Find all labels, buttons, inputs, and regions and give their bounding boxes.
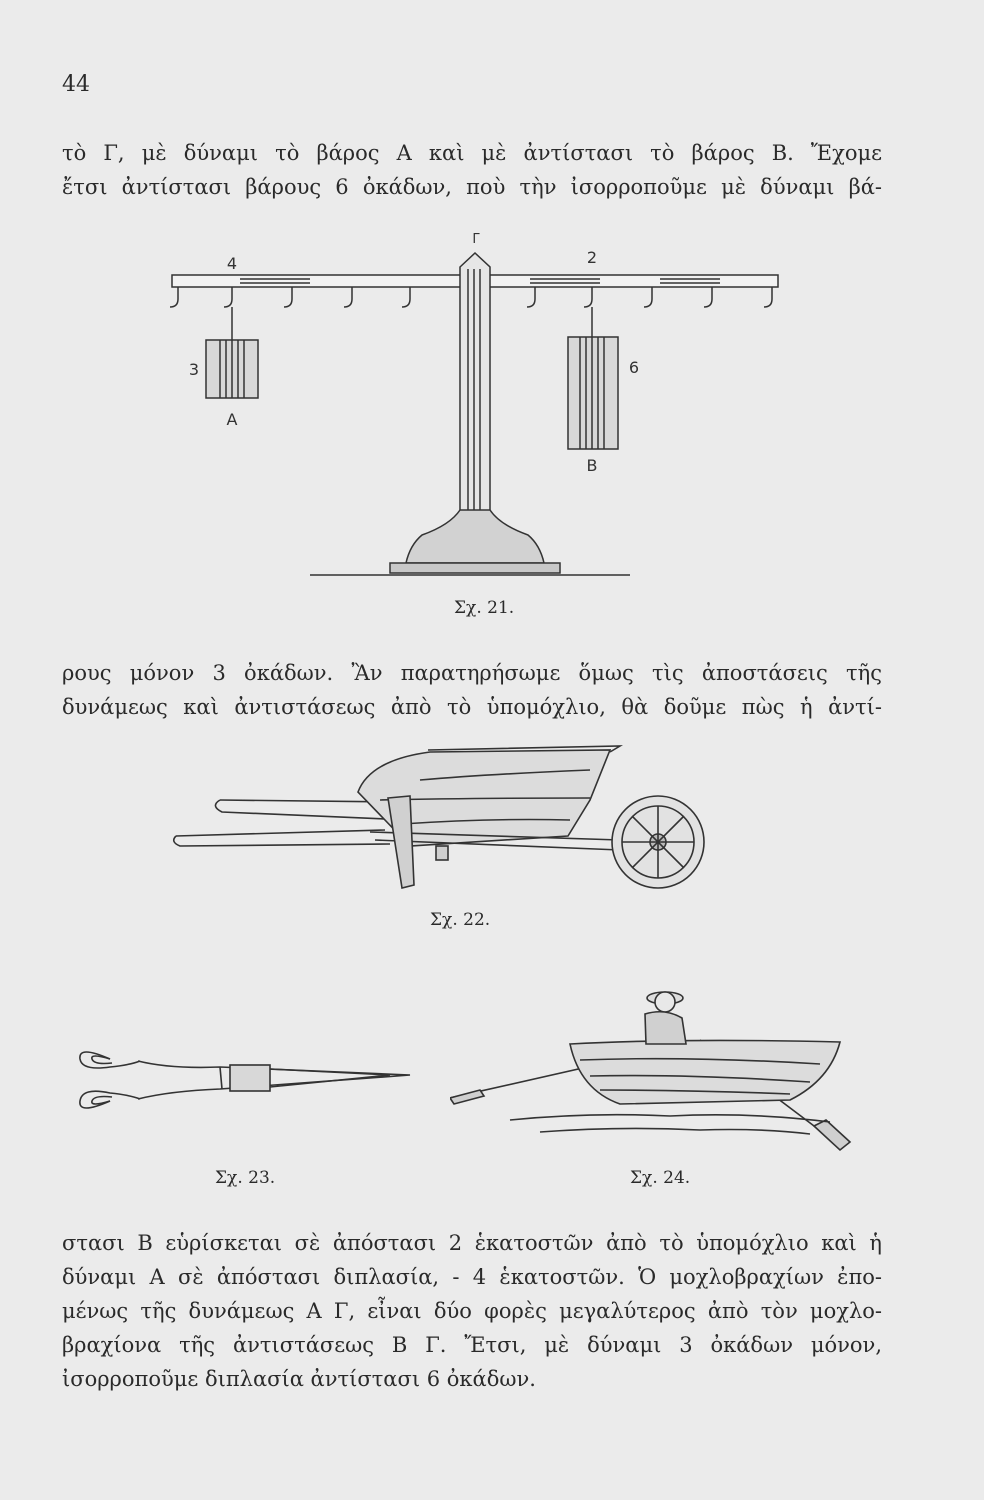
- caption-figure-21: Σχ. 21.: [454, 598, 515, 618]
- text-line: δυνάμεως καὶ ἀντιστάσεως ἀπὸ τὸ ὑπομόχλιο, θὰ δοῦμε πὼς ἡ ἀντί-: [62, 695, 882, 719]
- text-line: βραχίονα τῆς ἀντιστάσεως Β Γ. Ἔτσι, μὲ δύναμι 3 ὀκάδων μόνον,: [62, 1333, 882, 1357]
- paragraph-1: [62, 136, 882, 204]
- label-fulcrum: Γ: [472, 232, 480, 247]
- label-left-distance: 4: [226, 254, 238, 273]
- caption-figure-24: Σχ. 24.: [630, 1168, 691, 1188]
- text-line: στασι Β εὑρίσκεται σὲ ἀπόστασι 2 ἑκατοστῶν ἀπὸ τὸ ὑπομόχλιο καὶ ἡ: [62, 1231, 882, 1255]
- label-right-distance: 2: [586, 248, 598, 267]
- text-line: ρους μόνον 3 ὀκάδων. Ἂν παρατηρήσωμε ὅμως τὶς ἀποστάσεις τῆς: [62, 661, 882, 685]
- figure-22-wheelbarrow: [170, 740, 730, 900]
- page-number: 44: [62, 72, 90, 97]
- label-weight-a-name: Α: [226, 410, 238, 429]
- text-line: ἰσορροποῦμε διπλασία ἀντίστασι 6 ὀκάδων.: [62, 1367, 536, 1391]
- label-weight-a-value: 3: [188, 360, 200, 379]
- text-line: τὸ Γ, μὲ δύναμι τὸ βάρος Α καὶ μὲ ἀντίστασι τὸ βάρος Β. Ἔχομε: [62, 141, 882, 165]
- caption-figure-22: Σχ. 22.: [430, 910, 491, 930]
- figure-24-rowboat: [450, 980, 860, 1160]
- text-line: ἔτσι ἀντίστασι βάρους 6 ὀκάδων, ποὺ τὴν ἰσορροποῦμε μὲ δύναμι βά-: [62, 175, 882, 199]
- paragraph-2: [62, 656, 882, 724]
- label-weight-b-name: Β: [586, 456, 598, 475]
- label-weight-b-value: 6: [628, 358, 640, 377]
- text-line: μένως τῆς δυνάμεως Α Γ, εἶναι δύο φορὲς μεγαλύτερος ἀπὸ τὸν μοχλο-: [62, 1299, 882, 1323]
- figure-23-tongs: [70, 1025, 420, 1135]
- caption-figure-23: Σχ. 23.: [215, 1168, 276, 1188]
- figure-21-balance-lever: [160, 225, 800, 585]
- text-line: δύναμι Α σὲ ἀπόστασι διπλασία, - 4 ἑκατοστῶν. Ὁ μοχλοβραχίων ἐπο-: [62, 1265, 882, 1289]
- paragraph-3: [62, 1226, 882, 1396]
